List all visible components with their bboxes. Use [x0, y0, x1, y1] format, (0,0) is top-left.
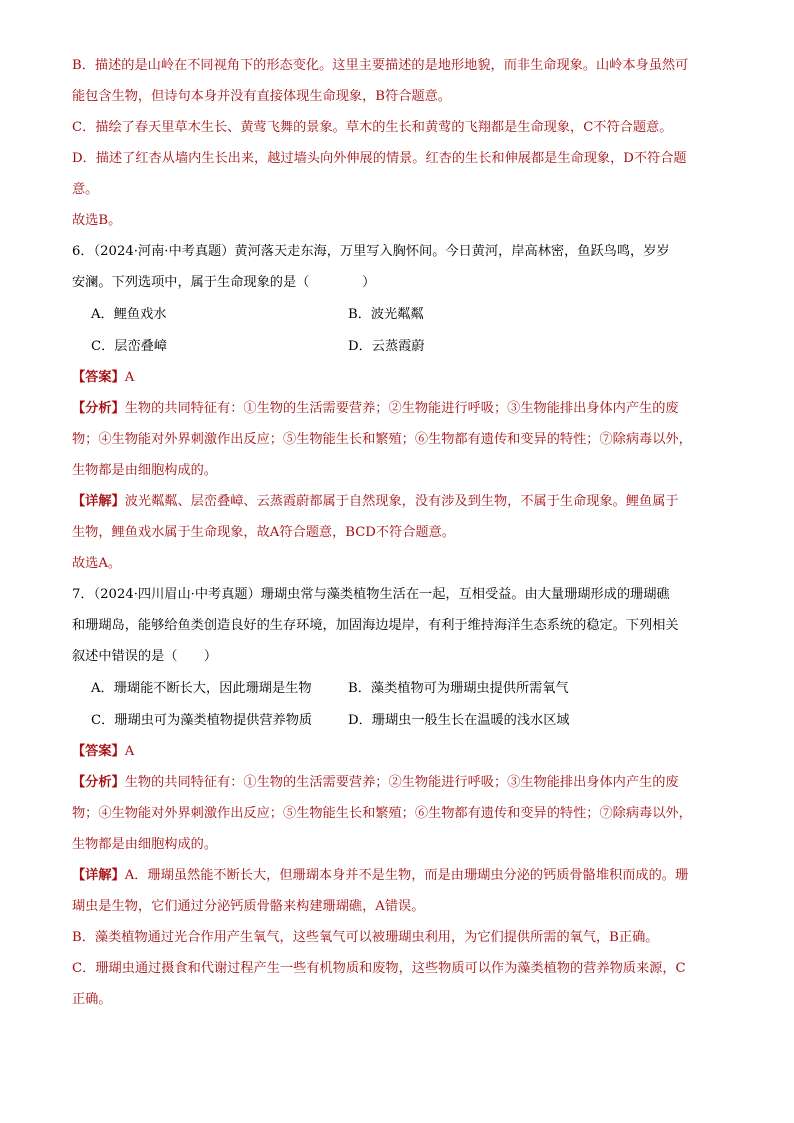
- q5-explanation-d-line2: 意。: [72, 182, 99, 197]
- q6-detail-text1: 波光粼粼、层峦叠嶂、云蒸霞蔚都属于自然现象，没有涉及到生物，不属于生命现象。鲤鱼属于: [124, 494, 679, 509]
- q6-answer-line: [72, 368, 134, 388]
- q7-detail-line1: [72, 866, 688, 886]
- q7-stem-line3: 叙述中错误的是（ ）: [72, 649, 218, 664]
- q6-stem-line1: 6．（2024·河南·中考真题）黄河落天走东海，万里写入胸怀间。今日黄河，岸高林密，鱼跃鸟鸣，岁岁: [72, 244, 670, 259]
- q7-answer-line: [72, 742, 134, 762]
- analysis-tag: 【分析】: [72, 401, 125, 416]
- q6-detail-line1: [72, 492, 679, 512]
- q7-stem-line2: 和珊瑚岛，能够给鱼类创造良好的生存环境，加固海边堤岸，有利于维持海洋生态系统的稳定。下列相关: [72, 618, 679, 633]
- q6-answer-value: A: [124, 370, 135, 385]
- q7-detail-line2: 瑚虫是生物，它们通过分泌钙质骨骼来构建珊瑚礁，A错误。: [72, 899, 425, 914]
- q6-analysis-line3: 生物都是由细胞构成的。: [72, 463, 218, 478]
- q7-explanation-c-line1: C．珊瑚虫通过摄食和代谢过程产生一些有机物质和废物，这些物质可以作为藻类植物的营养物质来源，C: [72, 961, 686, 976]
- q7-stem-line1: 7．（2024·四川眉山·中考真题）珊瑚虫常与藻类植物生活在一起，互相受益。由大量珊瑚形成的珊瑚礁: [72, 587, 670, 602]
- q7-explanation-b-line1: B．藻类植物通过光合作用产生氧气，这些氧气可以被珊瑚虫利用，为它们提供所需的氧气，B正确。: [72, 930, 659, 945]
- q7-answer-value: A: [124, 744, 135, 759]
- answer-tag: 【答案】: [72, 370, 125, 385]
- q7-option-d: D．珊瑚虫一般生长在温暖的浅水区域: [348, 713, 570, 728]
- q6-option-a: A．鲤鱼戏水: [91, 307, 167, 322]
- q5-explanation-b-line1: B．描述的是山岭在不同视角下的形态变化。这里主要描述的是地形地貌，而非生命现象。山岭本身虽然可: [72, 58, 689, 73]
- q6-stem-line2: 安澜。下列选项中，属于生命现象的是（ ）: [72, 275, 376, 290]
- q7-analysis-line1: [72, 773, 679, 793]
- detail-tag: 【详解】: [72, 494, 125, 509]
- q6-option-d: D．云蒸霞蔚: [348, 339, 425, 354]
- q7-analysis-line2: 物；④生物能对外界刺激作出反应；⑤生物能生长和繁殖；⑥生物都有遗传和变异的特性；⑦除病毒以外，: [72, 806, 692, 821]
- q7-option-b: B．藻类植物可为珊瑚虫提供所需氧气: [348, 681, 569, 696]
- q6-detail-line2: 生物，鲤鱼戏水属于生命现象，故A符合题意，BCD不符合题意。: [72, 525, 455, 540]
- q5-explanation-d-line1: D．描述了红杏从墙内生长出来，越过墙头向外伸展的情景。红杏的生长和伸展都是生命现象，D不符合题: [72, 151, 687, 166]
- q6-option-c: C．层峦叠嶂: [91, 339, 168, 354]
- answer-tag: 【答案】: [72, 744, 125, 759]
- detail-tag: 【详解】: [72, 868, 125, 883]
- q5-explanation-b-line2: 能包含生物，但诗句本身并没有直接体现生命现象，B符合题意。: [72, 89, 451, 104]
- q7-analysis-text1: 生物的共同特征有：①生物的生活需要营养；②生物能进行呼吸；③生物能排出身体内产生的废: [124, 775, 679, 790]
- q5-conclusion: 故选B。: [72, 213, 122, 228]
- q6-analysis-line1: [72, 399, 679, 419]
- q6-option-b: B．波光粼粼: [348, 307, 424, 322]
- q7-analysis-line3: 生物都是由细胞构成的。: [72, 837, 218, 852]
- q7-detail-text1: A．珊瑚虽然能不断长大，但珊瑚本身并不是生物，而是由珊瑚虫分泌的钙质骨骼堆积而成的。珊: [124, 868, 689, 883]
- q7-option-a: A．珊瑚能不断长大，因此珊瑚是生物: [91, 681, 312, 696]
- q6-analysis-text1: 生物的共同特征有：①生物的生活需要营养；②生物能进行呼吸；③生物能排出身体内产生的废: [124, 401, 679, 416]
- q6-analysis-line2: 物；④生物能对外界刺激作出反应；⑤生物能生长和繁殖；⑥生物都有遗传和变异的特性；⑦除病毒以外，: [72, 432, 692, 447]
- q7-option-c: C．珊瑚虫可为藻类植物提供营养物质: [91, 713, 313, 728]
- analysis-tag: 【分析】: [72, 775, 125, 790]
- q7-explanation-c-line2: 正确。: [72, 992, 112, 1007]
- q6-conclusion: 故选A。: [72, 556, 122, 571]
- q5-explanation-c-line1: C．描绘了春天里草木生长、黄莺飞舞的景象。草木的生长和黄莺的飞翔都是生命现象，C不符合题意。: [72, 120, 673, 135]
